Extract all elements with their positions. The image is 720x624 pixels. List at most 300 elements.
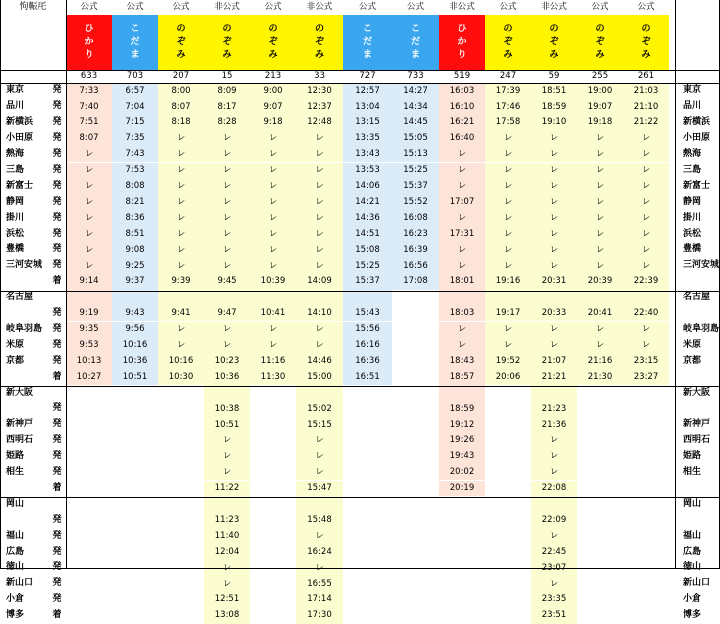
time-cell: レ [485,242,531,258]
time-cell: 15:37 [343,274,392,290]
time-cell: 21:21 [531,369,577,385]
time-cell [250,417,296,433]
train-type-nozomi [577,15,623,70]
time-cell [296,290,343,306]
station-name: 小田原 [6,133,34,144]
time-cell: レ [250,242,296,258]
train-type-nozomi [250,15,296,70]
time-cell [392,544,439,560]
time-cell: レ [485,131,531,147]
time-cell: レ [439,147,485,163]
time-cell [66,290,112,306]
station-name [0,274,48,290]
time-cell: 14:46 [296,353,343,369]
time-cell: 11:16 [250,353,296,369]
station-name-right: 掛川 [683,212,702,223]
time-cell: レ [485,163,531,179]
time-cell [485,401,531,417]
station-name-right: 岐阜羽島 [683,323,720,334]
train-number: 59 [548,71,560,82]
station-name [0,512,48,528]
time-cell: 14:45 [392,115,439,131]
time-cell: レ [485,194,531,210]
time-cell: レ [439,258,485,274]
train-type-char: ひ [84,24,94,34]
arr-dep-mark: 発 [52,244,62,255]
time-cell [343,449,392,465]
status-label: 非公式 [214,2,240,13]
time-cell [250,290,296,306]
time-cell: 10:51 [112,369,158,385]
time-cell: レ [623,163,669,179]
time-cell [623,417,669,433]
time-cell [158,512,204,528]
time-cell: 14:27 [392,83,439,99]
train-type-char: ひ [457,24,467,34]
arr-dep-mark: 発 [52,355,62,366]
time-cell [250,576,296,592]
time-cell: 21:36 [531,417,577,433]
time-cell: レ [158,147,204,163]
outer-left-rule [0,0,1,569]
time-cell: レ [296,337,343,353]
time-cell: 14:06 [343,178,392,194]
time-cell [158,496,204,512]
time-cell: レ [531,163,577,179]
time-cell: レ [204,226,250,242]
time-cell [250,496,296,512]
train-number: 15 [221,71,233,82]
time-cell [250,385,296,401]
time-cell: レ [439,163,485,179]
time-cell [485,528,531,544]
time-cell: レ [204,242,250,258]
time-cell [623,290,669,306]
status-label: 公式 [80,2,98,13]
time-cell [250,528,296,544]
time-cell: 13:04 [343,99,392,115]
station-name [0,401,48,417]
time-cell [250,608,296,624]
time-cell: 9:07 [250,99,296,115]
time-cell: レ [623,322,669,338]
time-cell: レ [204,449,250,465]
time-cell: 17:39 [485,83,531,99]
time-cell [343,401,392,417]
arr-dep-mark: 発 [52,212,62,223]
time-cell: レ [623,210,669,226]
station-name: 小倉 [6,594,25,605]
time-cell: 16:16 [343,337,392,353]
time-cell [343,544,392,560]
time-cell: 11:40 [204,528,250,544]
arr-dep-mark [48,496,66,512]
time-cell: 14:36 [343,210,392,226]
train-type-char: の [314,24,324,34]
time-cell [112,608,158,624]
station-name-right: 新大阪 [683,387,711,398]
time-cell [204,496,250,512]
time-cell [531,290,577,306]
station-name: 西明石 [6,435,34,446]
section-rule [0,497,720,498]
time-cell: 10:36 [112,353,158,369]
station-name-right: 小田原 [683,133,711,144]
time-cell: レ [531,449,577,465]
time-cell [343,481,392,497]
time-cell: レ [531,433,577,449]
time-cell: レ [623,242,669,258]
time-cell: 11:22 [204,481,250,497]
train-type-char: み [595,50,605,60]
station-name [0,369,48,385]
time-cell: 15:05 [392,131,439,147]
time-cell: 11:23 [204,512,250,528]
station-name: 新神戸 [6,419,34,430]
time-cell [392,528,439,544]
time-cell [439,290,485,306]
time-cell [66,417,112,433]
time-cell [112,512,158,528]
time-cell: 7:40 [66,99,112,115]
time-cell: 15:56 [343,322,392,338]
train-type-hikari [66,15,112,70]
time-cell: 15:13 [392,147,439,163]
time-cell: レ [204,178,250,194]
time-cell [485,417,531,433]
time-cell [623,481,669,497]
time-cell: レ [250,147,296,163]
time-cell: レ [296,210,343,226]
time-cell [392,401,439,417]
time-cell: レ [439,210,485,226]
time-cell: 23:51 [531,608,577,624]
time-cell: レ [577,210,623,226]
time-cell: 18:03 [439,306,485,322]
time-cell: レ [531,465,577,481]
time-cell: 11:30 [250,369,296,385]
time-cell: レ [439,322,485,338]
arr-dep-mark: 着 [52,482,62,493]
time-cell [158,481,204,497]
time-cell: レ [577,178,623,194]
train-type-char: ぞ [176,37,186,47]
time-cell: 19:10 [531,115,577,131]
time-cell [158,608,204,624]
time-cell [343,592,392,608]
station-name [0,481,48,497]
time-cell: 9:37 [112,274,158,290]
time-cell [577,465,623,481]
time-cell [66,481,112,497]
train-number: 727 [359,71,376,82]
train-type-char: み [314,50,324,60]
time-cell: 14:51 [343,226,392,242]
time-cell: レ [204,258,250,274]
station-name-right: 新神戸 [683,419,711,430]
time-cell: 21:16 [577,353,623,369]
status-label: 公式 [172,2,190,13]
time-cell: 7:04 [112,99,158,115]
time-cell: レ [485,337,531,353]
time-cell [112,385,158,401]
station-name-right: 熱海 [683,149,702,160]
time-cell: 7:43 [112,147,158,163]
station-name-right: 姫路 [683,451,702,462]
time-cell: レ [531,194,577,210]
time-cell: 20:06 [485,369,531,385]
station-name: 博多 [6,610,25,621]
time-cell [158,576,204,592]
time-cell: 9:45 [204,274,250,290]
time-cell: レ [577,163,623,179]
status-label: 非公式 [541,2,567,13]
time-cell: 18:51 [531,83,577,99]
train-type-char: こ [410,24,420,34]
time-cell [343,417,392,433]
time-cell: 19:43 [439,449,485,465]
train-type-char: み [268,50,278,60]
time-cell: 18:59 [531,99,577,115]
station-name: 新横浜 [6,117,34,128]
time-cell [112,449,158,465]
time-cell: 15:25 [343,258,392,274]
time-cell: レ [577,131,623,147]
time-cell [112,496,158,512]
time-cell: 10:36 [204,369,250,385]
time-cell: 19:12 [439,417,485,433]
time-cell [485,544,531,560]
time-cell: レ [531,210,577,226]
time-cell [392,481,439,497]
time-cell [158,592,204,608]
time-cell [577,449,623,465]
time-cell [392,353,439,369]
station-name: 豊橋 [6,244,25,255]
time-cell: レ [296,163,343,179]
time-cell: 15:48 [296,512,343,528]
time-cell: 18:01 [439,274,485,290]
train-type-char: り [457,50,467,60]
time-cell: 10:30 [158,369,204,385]
time-cell: 17:07 [439,194,485,210]
time-cell: レ [158,258,204,274]
time-cell [485,290,531,306]
time-cell: 10:23 [204,353,250,369]
train-type-char: ぞ [268,37,278,47]
time-cell: 18:57 [439,369,485,385]
time-cell: レ [531,147,577,163]
time-cell: 13:15 [343,115,392,131]
time-cell [623,401,669,417]
arr-dep-mark: 発 [52,180,62,191]
time-cell: レ [296,178,343,194]
time-cell: レ [296,433,343,449]
arr-dep-mark: 発 [52,419,62,430]
time-cell: レ [439,242,485,258]
time-cell: 20:41 [577,306,623,322]
time-cell: 18:43 [439,353,485,369]
train-type-char: ぞ [503,37,513,47]
time-cell [577,496,623,512]
time-cell [343,608,392,624]
time-cell: 13:35 [343,131,392,147]
time-cell: レ [439,178,485,194]
station-name-right: 静岡 [683,196,702,207]
arr-dep-mark [48,385,66,401]
train-type-char: だ [362,37,372,47]
status-label: 公式 [591,2,609,13]
time-cell: 8:07 [66,131,112,147]
time-cell: レ [250,194,296,210]
train-type-char: の [222,24,232,34]
time-cell [485,385,531,401]
time-cell: 22:08 [531,481,577,497]
time-cell: 16:36 [343,353,392,369]
time-cell [112,481,158,497]
time-cell [158,433,204,449]
train-type-char: み [549,50,559,60]
time-cell [112,544,158,560]
time-cell [250,481,296,497]
time-cell: 17:46 [485,99,531,115]
time-cell [158,465,204,481]
time-cell: 19:07 [577,99,623,115]
time-cell [112,401,158,417]
time-cell: 10:27 [66,369,112,385]
time-cell [112,465,158,481]
station-name-right [675,274,720,290]
train-type-char: ま [362,50,372,60]
time-cell: 15:52 [392,194,439,210]
time-cell: レ [296,465,343,481]
time-cell: レ [204,465,250,481]
time-cell: 14:21 [343,194,392,210]
time-cell [343,528,392,544]
time-cell: レ [439,337,485,353]
time-cell [623,576,669,592]
time-cell: レ [623,147,669,163]
station-name-right: 新横浜 [683,117,711,128]
time-cell [439,528,485,544]
station-name-right [675,306,720,322]
time-cell: 15:37 [392,178,439,194]
arr-dep-mark: 発 [52,514,62,525]
time-cell [296,385,343,401]
time-cell: 16:08 [392,210,439,226]
body-top-rule [0,83,720,84]
time-cell [158,401,204,417]
time-cell: 16:56 [392,258,439,274]
time-cell: 7:35 [112,131,158,147]
time-cell [623,608,669,624]
time-cell: 16:10 [439,99,485,115]
time-cell [485,465,531,481]
time-cell: 9:56 [112,322,158,338]
station-name-right: 小倉 [683,594,702,605]
train-number: 247 [499,71,517,82]
time-cell [392,322,439,338]
train-type-kodama [112,15,158,70]
station-name-right: 品川 [683,101,702,112]
time-cell [112,528,158,544]
status-label: 公式 [264,2,282,13]
time-cell: レ [158,194,204,210]
time-cell: 21:10 [623,99,669,115]
time-cell: 6:57 [112,83,158,99]
time-cell: レ [158,163,204,179]
time-cell [343,576,392,592]
time-cell: 19:00 [577,83,623,99]
arr-dep-mark: 発 [52,530,62,541]
time-cell: レ [158,178,204,194]
station-name: 広島 [6,546,25,557]
status-label: 非公式 [306,2,333,13]
time-cell: レ [204,576,250,592]
time-cell: 13:43 [343,147,392,163]
time-cell [250,465,296,481]
time-cell [343,512,392,528]
time-cell: 7:53 [112,163,158,179]
time-cell: 15:43 [343,306,392,322]
time-cell: レ [531,528,577,544]
time-cell: 20:02 [439,465,485,481]
time-cell: レ [623,258,669,274]
time-cell: レ [204,337,250,353]
train-type-char: み [641,50,651,60]
arr-dep-mark: 発 [52,403,62,414]
train-type-nozomi [531,15,577,70]
time-cell: レ [485,258,531,274]
time-cell: レ [66,210,112,226]
time-cell: レ [66,242,112,258]
time-cell: レ [623,178,669,194]
train-type-char: だ [130,37,140,47]
station-name-right: 三島 [683,164,702,175]
train-type-char: み [176,50,186,60]
time-cell: レ [66,226,112,242]
time-cell: レ [204,433,250,449]
time-cell: 21:07 [531,353,577,369]
time-cell: 9:53 [66,337,112,353]
time-cell: 7:15 [112,115,158,131]
station-name-right [675,512,720,528]
time-cell [485,592,531,608]
time-cell [577,385,623,401]
time-cell [343,496,392,512]
station-name: 京都 [6,355,25,366]
time-cell: 9:18 [250,115,296,131]
time-cell: 15:15 [296,417,343,433]
time-cell: レ [250,226,296,242]
time-cell [112,576,158,592]
time-cell [158,417,204,433]
time-cell: レ [577,147,623,163]
train-number: 33 [314,71,325,82]
time-cell: 8:28 [204,115,250,131]
arr-dep-mark: 着 [52,610,62,621]
time-cell [577,290,623,306]
time-cell: 9:41 [158,306,204,322]
arr-dep-mark: 発 [52,578,62,589]
time-cell: 8:17 [204,99,250,115]
time-cell [623,385,669,401]
train-type-char: の [595,24,605,34]
time-cell: レ [577,242,623,258]
train-type-char: の [503,24,513,34]
time-cell: レ [485,178,531,194]
time-cell: 16:40 [439,131,485,147]
